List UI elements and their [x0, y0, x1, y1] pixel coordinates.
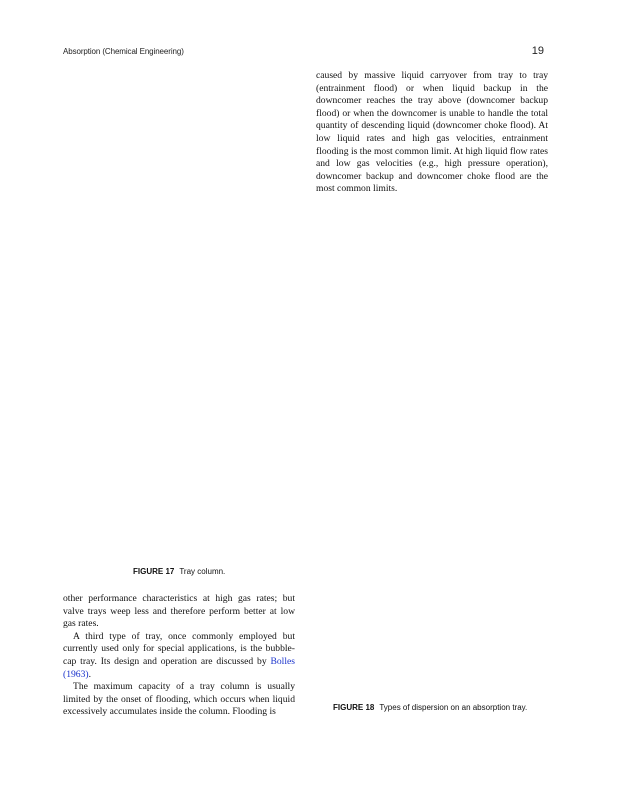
citation-link-bolles[interactable]: Bolles (1963) — [63, 655, 295, 680]
figure-17-caption-text: Tray column. — [179, 567, 226, 576]
page-number: 19 — [531, 45, 544, 57]
figure-18-label: FIGURE 18 — [333, 703, 375, 712]
figure-18-image-area — [316, 210, 548, 695]
running-head-title: Absorption (Chemical Engineering) — [63, 47, 184, 56]
left-column-bottom-text — [63, 593, 295, 719]
right-column-top-text — [316, 70, 548, 196]
figure-17-image-area — [63, 68, 295, 560]
paragraph — [63, 631, 295, 681]
paragraph: The maximum capacity of a tray column is usually limited by the onset of flooding, which occurs when liquid excessively accumulates inside the column. Flooding is — [63, 681, 295, 718]
figure-17-caption — [133, 567, 225, 576]
figure-18-caption — [333, 703, 527, 712]
figure-17-label: FIGURE 17 — [133, 567, 175, 576]
paragraph: other performance characteristics at high gas rates; but valve trays weep less and therefore perform better at low gas rates. — [63, 593, 295, 630]
paragraph: caused by massive liquid carryover from tray to tray (entrainment flood) or when liquid backup in the downcomer reaches the tray above (downcomer backup flood) or when the downcomer is unable to handle the total quantity of descending liquid (downcomer choke flood). At low liquid rates and high gas velocities, entrainment flooding is the most common limit. At high liquid flow rates and low gas velocities (e.g., high pressure operation), downcomer backup and downcomer choke flood are the most common limits. — [316, 70, 548, 195]
figure-18-caption-text: Types of dispersion on an absorption tray. — [379, 703, 528, 712]
paragraph-text: A third type of tray, once commonly employed but currently used only for special applications, is the bubble-cap tray. Its design and operation are discussed by — [63, 630, 295, 667]
paragraph-text: . — [88, 668, 91, 680]
